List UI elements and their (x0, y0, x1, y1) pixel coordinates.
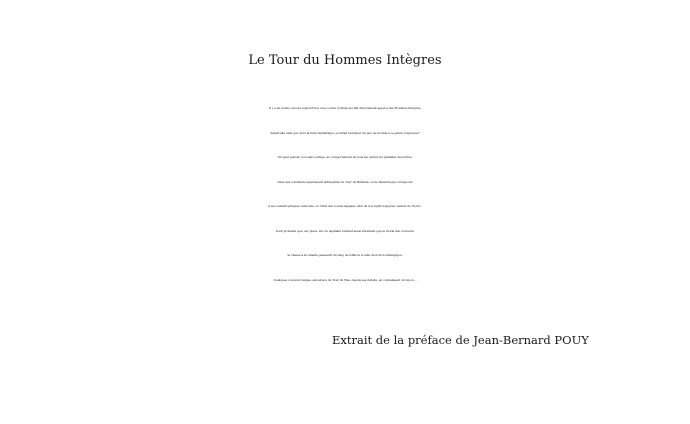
body-text (0, 96, 690, 292)
text-line: à nos catastrophiques canicules, où l’état des routes dépasse celui de nos mythologiques «enfers du Nord». (268, 204, 422, 208)
text-line: Il y a au moins, encore aujourd’hui, une course cycliste qui fait directement appel à des Hommes Intègres. (268, 106, 422, 110)
attribution: Extrait de la préface de Jean-Bernard POUY (332, 333, 589, 347)
page-title: Le Tour du Hommes Intègres (248, 53, 442, 68)
text-line: Quelques coureurs belges, amoureux du Tour du Faso depuis ses débuts, en connaissent un rayon… (273, 277, 417, 282)
text-line: On peut penser, non sans vertige, au comportement de tous les cadors du pédialier, les nôtres, (277, 155, 413, 159)
text-line: la chasse à la canette passerait du rang de folklore à celui de notion stratégique. (287, 253, 403, 257)
text-line: Il est probable que, sur place, sur un asphalte fondant aussi sûrement que le moral des coureurs, (275, 228, 415, 233)
text-line: dans des conditions légèrement effrayantes du Tour du Burkina, où la climatologie correspond (277, 179, 413, 184)
text-line: Serait-elle celle qui, hors la furia médiatique, pourrait redonner un peu de morale à ce genre d’épreuve? (270, 130, 420, 135)
